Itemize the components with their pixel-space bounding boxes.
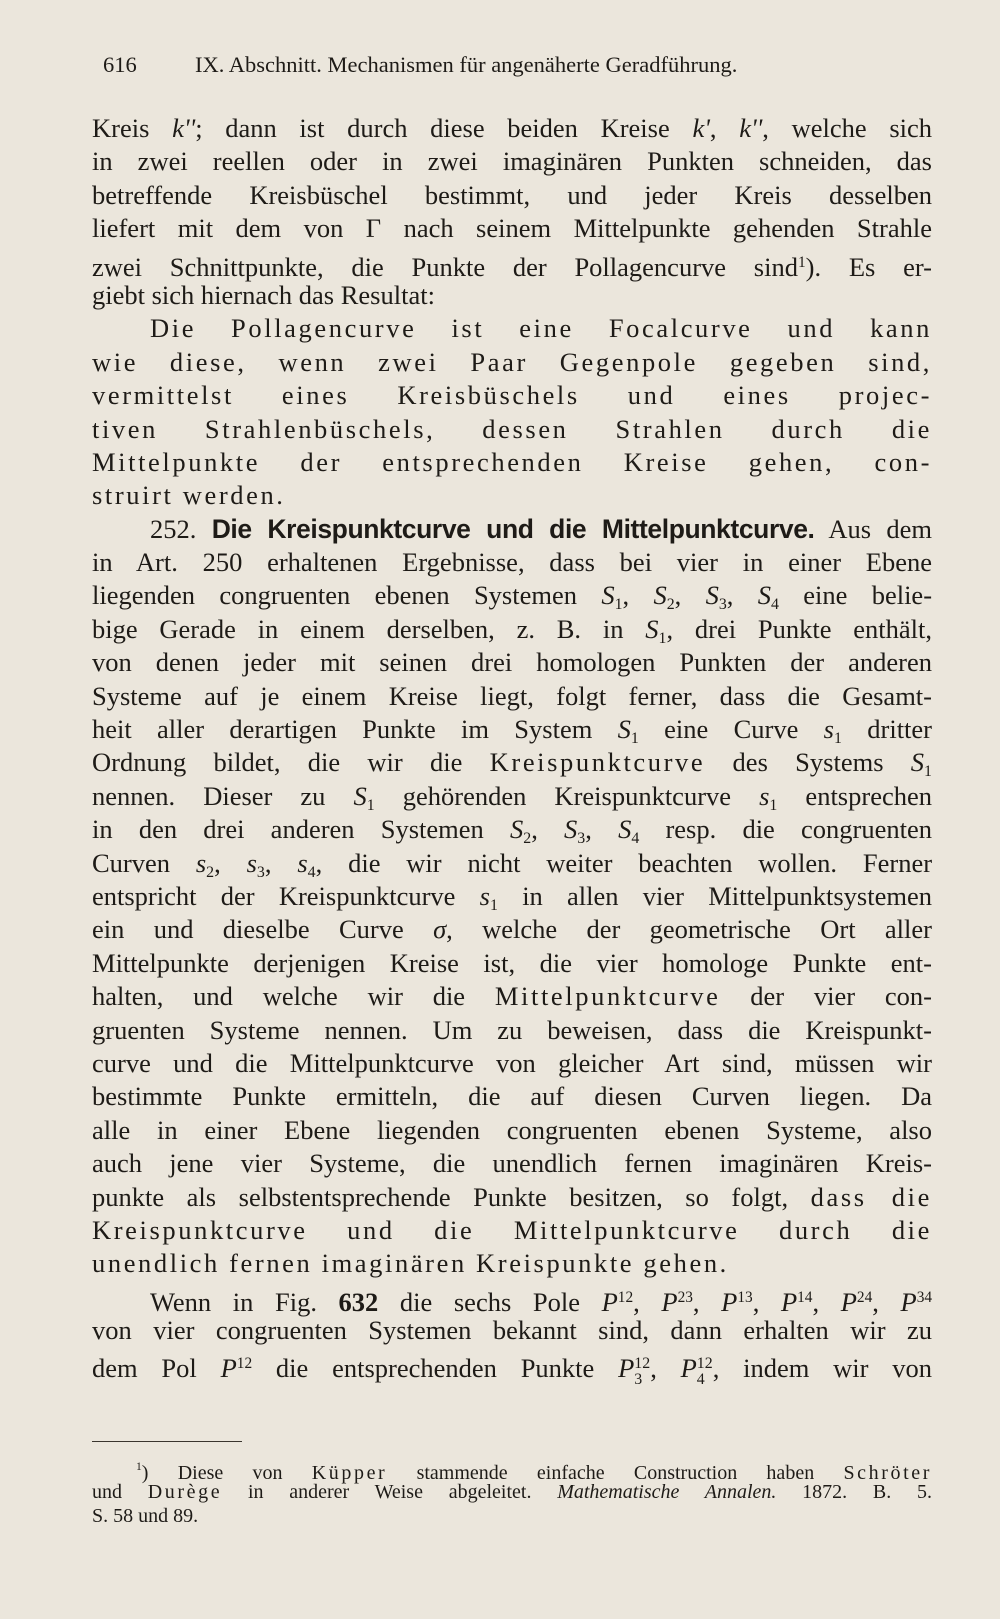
- result-line: tiven Strahlenbüschels, dessen Strahlen durch die: [92, 413, 932, 444]
- text-line: in zwei reellen oder in zwei imaginären Punkten schneiden, das: [92, 146, 932, 177]
- main-text: [92, 112, 933, 1389]
- text-line: halten, und welche wir die Mittelpunktcurve der vier con-: [92, 981, 932, 1012]
- result-line: struirt werden.: [92, 480, 286, 511]
- running-header: [103, 52, 933, 78]
- text-line: zwei Schnittpunkte, die Punkte der Pollagencurve sind$^1$). Es er-: [92, 251, 932, 282]
- figure-reference: 632: [338, 1286, 379, 1317]
- text-line: Wenn in Fig. 632 die sechs Pole $P^{12}$, $P^{23}$, $P^{13}$, $P^{14}$, $P^{24}$, $P^{34}$: [150, 1286, 933, 1317]
- text-line: Systeme auf je einem Kreise liegt, folgt ferner, dass die Gesamt-: [92, 680, 932, 711]
- text-line: von denen jeder mit seinen drei homologen Punkten der anderen: [92, 647, 932, 678]
- text-line: giebt sich hiernach das Resultat:: [92, 279, 435, 310]
- result-line: Die Pollagencurve ist eine Focalcurve und kann: [150, 313, 932, 344]
- text-line: heit aller derartigen Punkte im System $S_1$ eine Curve $s_1$ dritter: [92, 714, 933, 748]
- section-heading-line: 252. Die Kreispunktcurve und die Mittelpunktcurve. Aus dem: [150, 513, 932, 544]
- text-line: bige Gerade in einem derselben, z. B. in $S_1$, drei Punkte enthält,: [92, 613, 932, 647]
- text-line: betreffende Kreisbüschel bestimmt, und jeder Kreis desselben: [92, 179, 932, 210]
- text-line: in den drei anderen Systemen $S_2$, $S_3$, $S_4$ resp. die congruenten: [92, 814, 932, 848]
- text-line: entspricht der Kreispunktcurve $s_1$ in allen vier Mittelpunktsystemen: [92, 880, 932, 914]
- text-line: dem Pol $P^{12}$ die entsprechenden Punkte P12 3 , P12 4 , indem wir von: [92, 1353, 933, 1389]
- text-line: Kreis k''; dann ist durch diese beiden Kreise k', k'', welche sich: [92, 113, 933, 143]
- text-line: auch jene vier Systeme, die unendlich fernen imaginären Kreis-: [92, 1148, 932, 1179]
- footnote-marker: 1: [136, 1460, 142, 1473]
- text-line: gruenten Systeme nennen. Um zu beweisen, dass die Kreispunkt-: [92, 1014, 932, 1045]
- footnote-line: $^1$) Diese von Küpper stammende einfache Construction haben Schröter: [136, 1460, 932, 1484]
- text-line: nennen. Dieser zu $S_1$ gehörenden Kreispunktcurve $s_1$ entsprechen: [92, 780, 932, 814]
- result-line: wie diese, wenn zwei Paar Gegenpole gegeben sind,: [92, 346, 932, 377]
- text-line: alle in einer Ebene liegenden congruenten ebenen Systeme, also: [92, 1114, 932, 1145]
- result-line: vermittelst eines Kreisbüschels und eines projec-: [92, 380, 932, 411]
- footnote-line: und Durège in anderer Weise abgeleitet. Mathematische Annalen. 1872. B. 5.: [92, 1480, 933, 1503]
- page-number: 616: [103, 52, 137, 77]
- text-line: liegenden congruenten ebenen Systemen $S_1$, $S_2$, $S_3$, $S_4$ eine belie-: [92, 580, 933, 614]
- result-line: Mittelpunkte der entsprechenden Kreise gehen, con-: [92, 446, 932, 477]
- footnote-line: S. 58 und 89.: [92, 1505, 199, 1527]
- footnote: [92, 1455, 932, 1529]
- text-line: in Art. 250 erhaltenen Ergebnisse, dass bei vier in einer Ebene: [92, 547, 932, 578]
- text-line: unendlich fernen imaginären Kreispunkte gehen.: [92, 1248, 729, 1279]
- section-number: 252.: [150, 513, 197, 544]
- text-line: Curven $s_2$, $s_3$, $s_4$, die wir nicht weiter beachten wollen. Ferner: [92, 847, 933, 881]
- text-line: bestimmte Punkte ermitteln, die auf diesen Curven liegen. Da: [92, 1081, 932, 1112]
- running-title: IX. Abschnitt. Mechanismen für angenäherte Geradführung.: [195, 52, 738, 77]
- text-line: Ordnung bildet, die wir die Kreispunktcurve des Systems $S_1$: [92, 747, 932, 781]
- text-line: punkte als selbstentsprechende Punkte besitzen, so folgt, dass die: [92, 1181, 932, 1212]
- footnote-rule: [92, 1441, 242, 1442]
- text-line: ein und dieselbe Curve σ, welche der geometrische Ort aller: [92, 914, 932, 945]
- text-line: liefert mit dem von Γ nach seinem Mittelpunkte gehenden Strahle: [92, 213, 932, 244]
- text-line: von vier congruenten Systemen bekannt sind, dann erhalten wir zu: [92, 1315, 932, 1346]
- text-line: Mittelpunkte derjenigen Kreise ist, die vier homologe Punkte ent-: [92, 947, 932, 978]
- text-line: Kreispunktcurve und die Mittelpunktcurve durch die: [92, 1214, 932, 1245]
- text-line: curve und die Mittelpunktcurve von gleicher Art sind, müssen wir: [92, 1047, 932, 1078]
- section-title: Die Kreispunktcurve und die Mittelpunktcurve.: [211, 513, 815, 544]
